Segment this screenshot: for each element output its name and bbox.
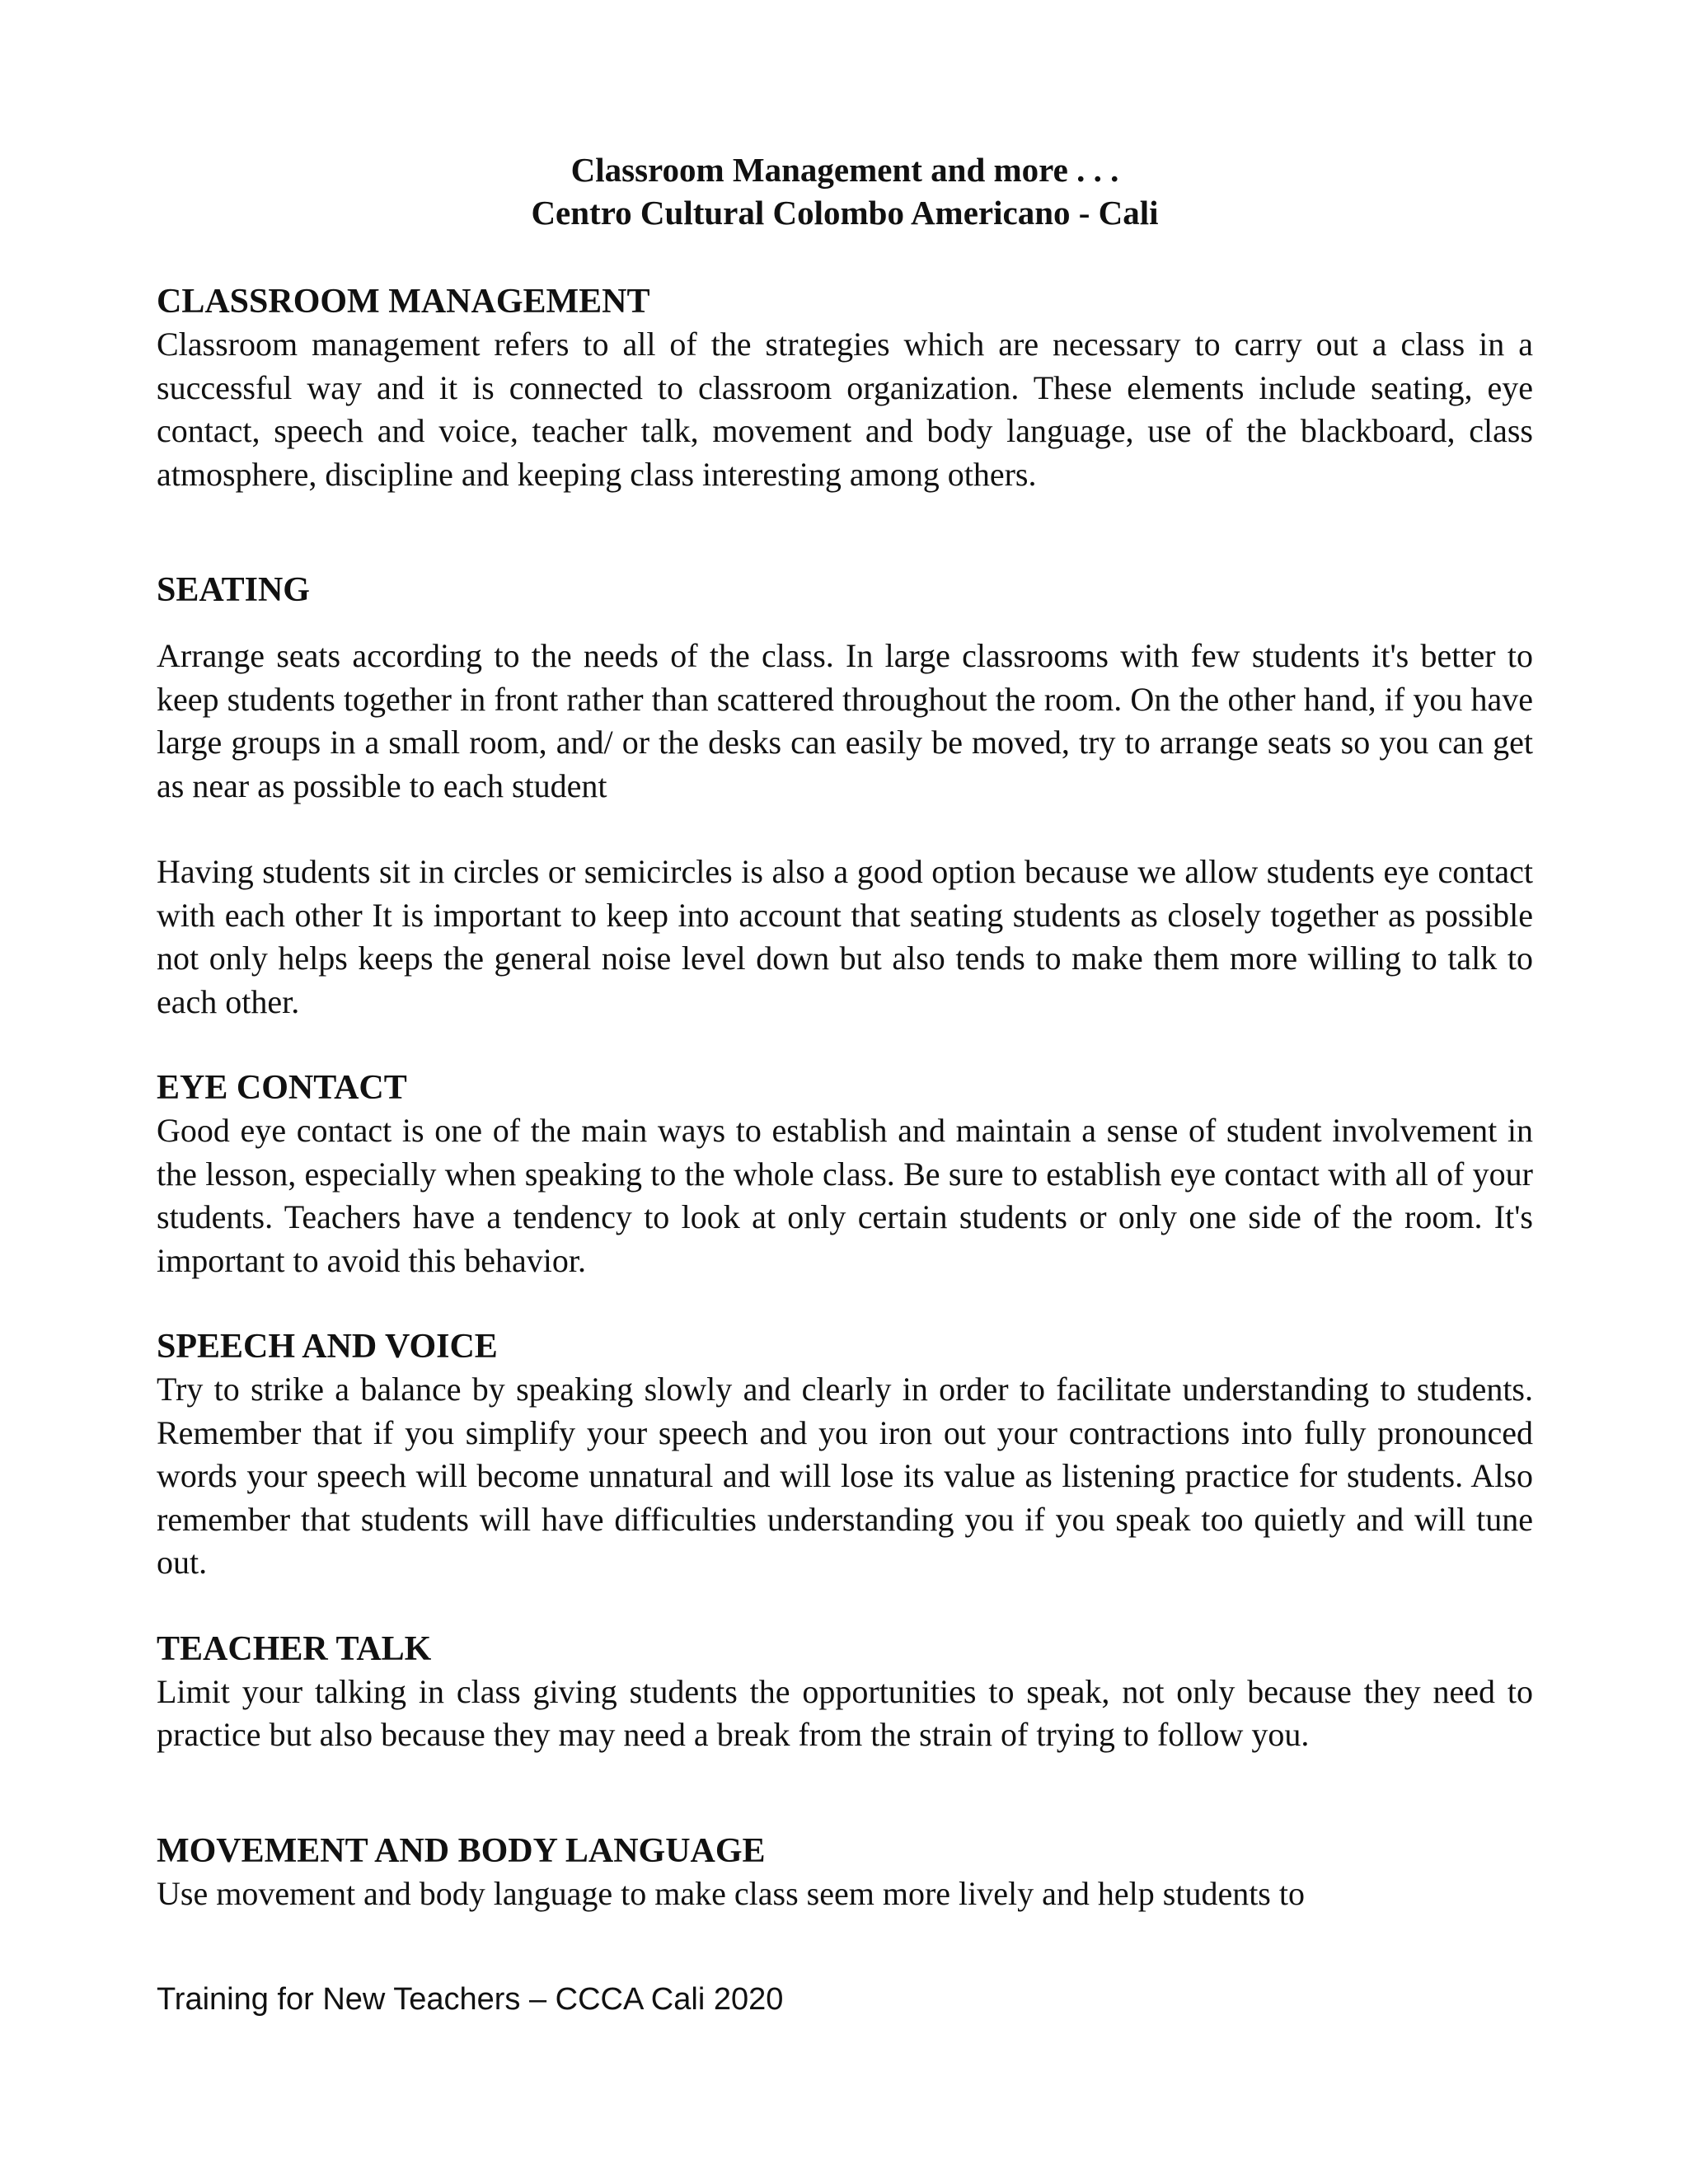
title-line-1: Classroom Management and more . . . — [570, 151, 1119, 189]
section-classroom-management — [157, 280, 1533, 496]
title-line-2: Centro Cultural Colombo Americano - Cali — [531, 194, 1159, 232]
section-heading: TEACHER TALK — [157, 1629, 432, 1668]
section-seating — [157, 569, 1533, 1024]
section-movement-and-body-language — [157, 1830, 1533, 1916]
section-paragraph: Try to strike a balance by speaking slowly and clearly in order to facilitate understanding to students. Remember that if you simplify your speech and you iron out your contractions into fully pronounced words your speech will become unnatural and will lose its value as listening practice for students. Also remember that students will have difficulties understanding you if you speak too quietly and will tune out. — [157, 1371, 1533, 1581]
section-heading: EYE CONTACT — [157, 1069, 407, 1107]
section-heading: SEATING — [157, 571, 310, 609]
section-eye-contact — [157, 1066, 1533, 1282]
section-paragraph: Having students sit in circles or semicircles is also a good option because we allow students eye contact with each other It is important to keep into account that seating students as closely together as possible not only helps keeps the general noise level down but also tends to make them more willing to talk to each other. — [157, 853, 1533, 1020]
section-speech-and-voice — [157, 1325, 1533, 1585]
section-paragraph: Use movement and body language to make class seem more lively and help students to — [157, 1874, 1305, 1912]
section-paragraph: Limit your talking in class giving students the opportunities to speak, not only because they need to practice but also because they may need a break from the strain of trying to follow you. — [157, 1672, 1533, 1753]
section-paragraph: Good eye contact is one of the main ways to establish and maintain a sense of student involvement in the lesson, especially when speaking to the whole class. Be sure to establish eye contact with all of your students. Teachers have a tendency to look at only certain students or only one side of the room. It's important to avoid this behavior. — [157, 1112, 1533, 1279]
document-title — [157, 148, 1533, 234]
section-paragraph: Arrange seats according to the needs of the class. In large classrooms with few students it's better to keep students together in front rather than scattered throughout the room. On the other hand, if you have large groups in a small room, and/ or the desks can easily be moved, try to arrange seats so you can get as near as possible to each student — [157, 637, 1533, 804]
document-page — [157, 148, 1533, 1915]
section-heading: SPEECH AND VOICE — [157, 1328, 498, 1366]
page-footer: Training for New Teachers – CCCA Cali 2020 — [157, 1982, 784, 2017]
section-heading: MOVEMENT AND BODY LANGUAGE — [157, 1831, 766, 1870]
section-paragraph: Classroom management refers to all of the strategies which are necessary to carry out a class in a successful way and it is connected to classroom organization. These elements include seating, eye contact, speech and voice, teacher talk, movement and body language, use of the blackboard, class atmosphere, discipline and keeping class interesting among others. — [157, 326, 1533, 493]
section-teacher-talk — [157, 1628, 1533, 1757]
section-heading: CLASSROOM MANAGEMENT — [157, 283, 650, 321]
